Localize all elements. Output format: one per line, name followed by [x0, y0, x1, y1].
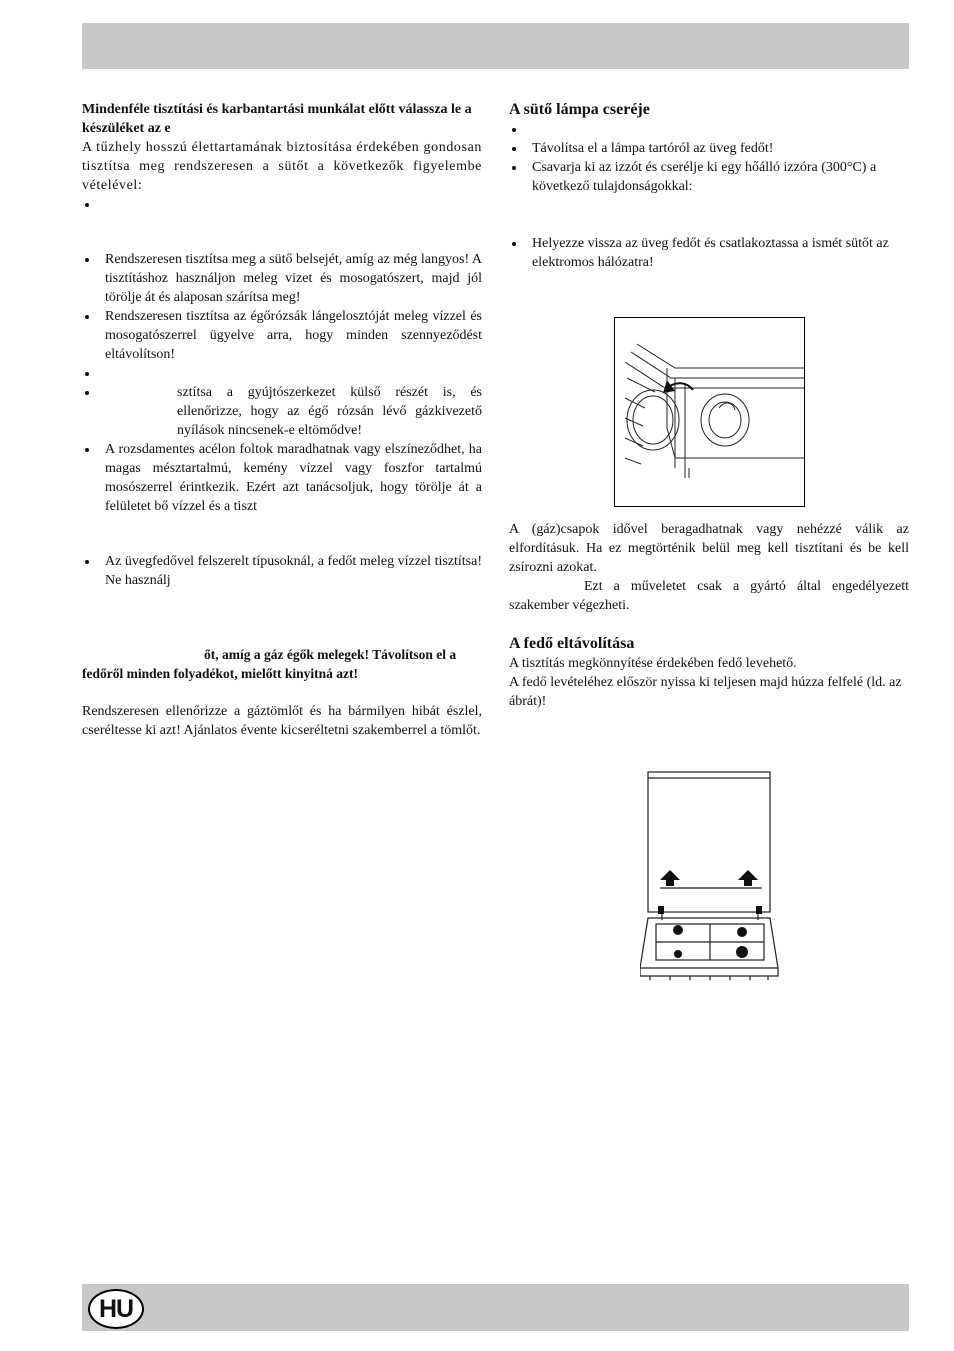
lid-removal-drawing — [640, 768, 782, 984]
bullet-empty — [82, 195, 482, 214]
lid-text-1: A tisztítás megkönnyítése érdekében fedő levehető. — [509, 656, 797, 671]
bullet-empty — [82, 364, 482, 383]
tap-text: A (gáz)csapok idővel beragadhatnak vagy nehézzé válik az elfordításuk. Ha ez megtörténik belül meg kell tisztítani és be kell zsírozni azokat. — [509, 522, 909, 575]
intro-warning: Mindenféle tisztítási és karbantartási munkálat előtt válassza le a készüléket az e — [82, 102, 472, 136]
bullet-list-top — [82, 195, 482, 214]
left-column — [82, 100, 482, 740]
bullet-oven-interior: Rendszeresen tisztítsa meg a sütő belsejét, amíg az még langyos! A tisztításhoz használjon meleg vizet és mosogatószert, majd jól törölje át és alaposan szárítsa meg! — [82, 250, 482, 307]
bullet-ignition: sztítsa a gyújtószerkezet külső részét is, és ellenőrizze, hogy az égő rózsán lévő gázkivezető nyílások nincsenek-e eltömődve! — [82, 383, 482, 440]
header-band — [82, 23, 909, 69]
oven-lamp-drawing — [615, 318, 804, 506]
footer-band — [82, 1284, 909, 1331]
lid-removal-illustration — [640, 768, 782, 984]
lamp-final-list — [509, 234, 909, 272]
bullet-glass-lid: Az üvegfedővel felszerelt típusoknál, a fedőt meleg vízzel tisztítsa! Ne használj — [82, 552, 482, 590]
bullet-replace-bulb: Csavarja ki az izzót és cserélje ki egy hőálló izzóra (300°C) a következő tulajdonságokkal: — [509, 158, 909, 196]
oven-lamp-illustration — [614, 317, 805, 507]
lamp-bullets — [509, 120, 909, 196]
bullet-empty — [509, 120, 909, 139]
lid-text-2: A fedő levételéhez először nyissa ki teljesen majd húzza felfelé (ld. az ábrát)! — [509, 675, 902, 709]
lid-warning: őt, amíg a gáz égők melegek! Távolítson el a fedőről minden folyadékot, mielőtt kinyitná azt! — [82, 647, 457, 681]
bullet-remove-glass: Távolítsa el a lámpa tartóról az üveg fedőt! — [509, 139, 909, 158]
language-badge: HU — [88, 1289, 144, 1329]
bullet-burner-caps: Rendszeresen tisztítsa az égőrózsák lángelosztóját meleg vízzel és mosogatószerrel ügyelve arra, hogy minden szennyeződést eltávolítson! — [82, 307, 482, 364]
glass-lid-list — [82, 552, 482, 590]
lamp-heading: A sütő lámpa cseréje — [509, 101, 650, 118]
hose-text: Rendszeresen ellenőrizze a gáztömlőt és ha bármilyen hibát észlel, cseréltesse ki azt! Ajánlatos évente kicseréltetni szakemberrel a tömlőt. — [82, 704, 482, 738]
cleaning-bullets — [82, 250, 482, 516]
lid-heading: A fedő eltávolítása — [509, 635, 635, 652]
intro-text: A tűzhely hosszú élettartamának biztosítása érdekében gondosan tisztítsa meg rendszeresen a sütőt a következők figyelembe vételével: — [82, 140, 482, 193]
bullet-reassemble: Helyezze vissza az üveg fedőt és csatlakoztassa a ismét sütőt az elektromos hálózatra! — [509, 234, 909, 272]
tap-text-2: Ezt a műveletet csak a gyártó által engedélyezett szakember végezheti. — [509, 579, 909, 613]
bullet-stainless-steel: A rozsdamentes acélon foltok maradhatnak vagy elszíneződhet, ha magas mésztartalmú, kemény vízzel vagy foszfor tartalmú mosószerrel érintkezik. Ezért azt tanácsoljuk, hogy törölje át a felületet bő vízzel és a tiszt — [82, 440, 482, 516]
